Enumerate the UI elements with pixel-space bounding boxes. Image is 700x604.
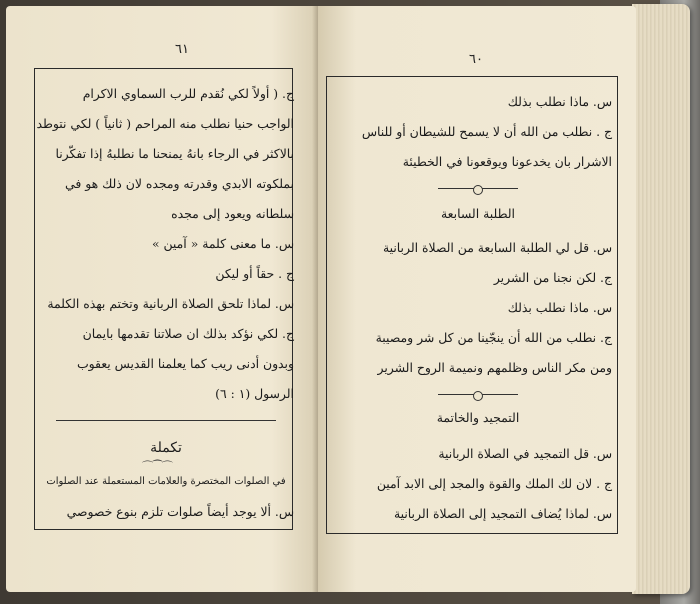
left-line-2: الواجب حنيا نطلب منه المراحم ( ثانياً ) لكي نتوطد <box>36 116 294 131</box>
section-title-seventh-petition: الطلبة السابعة <box>441 206 515 221</box>
right-ornament-2 <box>438 390 518 400</box>
left-line-7: ج . حقاً أو ليكن <box>215 266 294 281</box>
appendix-title-flourish: ⌒⁀⌒ <box>142 460 173 473</box>
right-line-7: ج. نطلب من الله أن ينجّينا من كل شر ومصيبة <box>375 330 612 345</box>
left-line-10: وبدون أدنى ريب كما يعلمنا القديس يعقوب <box>76 356 294 371</box>
left-line-4: بملكوته الابدي وقدرته ومجده لان ذلك هو في <box>65 176 294 191</box>
left-page-number: ٦١ <box>175 42 189 57</box>
appendix-title: تكملة <box>150 440 182 456</box>
right-line-3: الاشرار بان يخدعونا ويوقعونا في الخطيئة <box>402 154 612 169</box>
left-page <box>6 6 318 592</box>
right-ornament-1 <box>438 184 518 194</box>
left-line-9: ج. لكي نؤكد بذلك ان صلاتنا تقدمها بايمان <box>82 326 294 341</box>
right-line-6: س. ماذا نطلب بذلك <box>507 300 612 315</box>
right-line-5: ج. لكن نجنا من الشرير <box>493 270 612 285</box>
left-line-8: س. لماذا تلحق الصلاة الربانية وتختم بهذه الكلمة <box>47 296 294 311</box>
right-line-4: س. قل لي الطلبة السابعة من الصلاة الربانية <box>382 240 612 255</box>
right-line-11: س. لماذا يُضاف التمجيد إلى الصلاة الربانية <box>393 506 612 521</box>
right-line-10: ج . لان لك الملك والقوة والمجد إلى الابد آمين <box>376 476 612 491</box>
page-edges <box>632 4 690 594</box>
right-page <box>318 6 636 592</box>
left-last-line: س. ألا يوجد أيضاً صلوات تلزم بنوع خصوصي <box>66 504 294 519</box>
left-ornament-rule <box>56 416 276 426</box>
appendix-subtitle: في الصلوات المختصرة والعلامات المستعملة عند الصلوات <box>46 476 286 487</box>
left-line-1: ج. ( أولاً لكي نُقدم للرب السماوي الاكرام <box>82 86 294 101</box>
right-line-9: س. قل التمجيد في الصلاة الربانية <box>438 446 612 461</box>
left-line-6: س. ما معنى كلمة « آمين » <box>151 236 294 251</box>
right-line-1: س. ماذا نطلب بذلك <box>507 94 612 109</box>
left-line-3: بالاكثر في الرجاء بانهُ يمنحنا ما نطلبهُ إذا تفكّرنا <box>55 146 294 161</box>
left-line-5: سلطانه ويعود إلى مجده <box>171 206 294 221</box>
left-line-11: الرسول (١ : ٦) <box>215 386 294 401</box>
right-line-2: ج . نطلب من الله أن لا يسمح للشيطان أو للناس <box>361 124 612 139</box>
right-line-8: ومن مكر الناس وظلمهم ونميمة الروح الشرير <box>377 360 612 375</box>
right-page-number: ٦٠ <box>469 52 483 67</box>
section-title-doxology: التمجيد والخاتمة <box>436 410 520 425</box>
